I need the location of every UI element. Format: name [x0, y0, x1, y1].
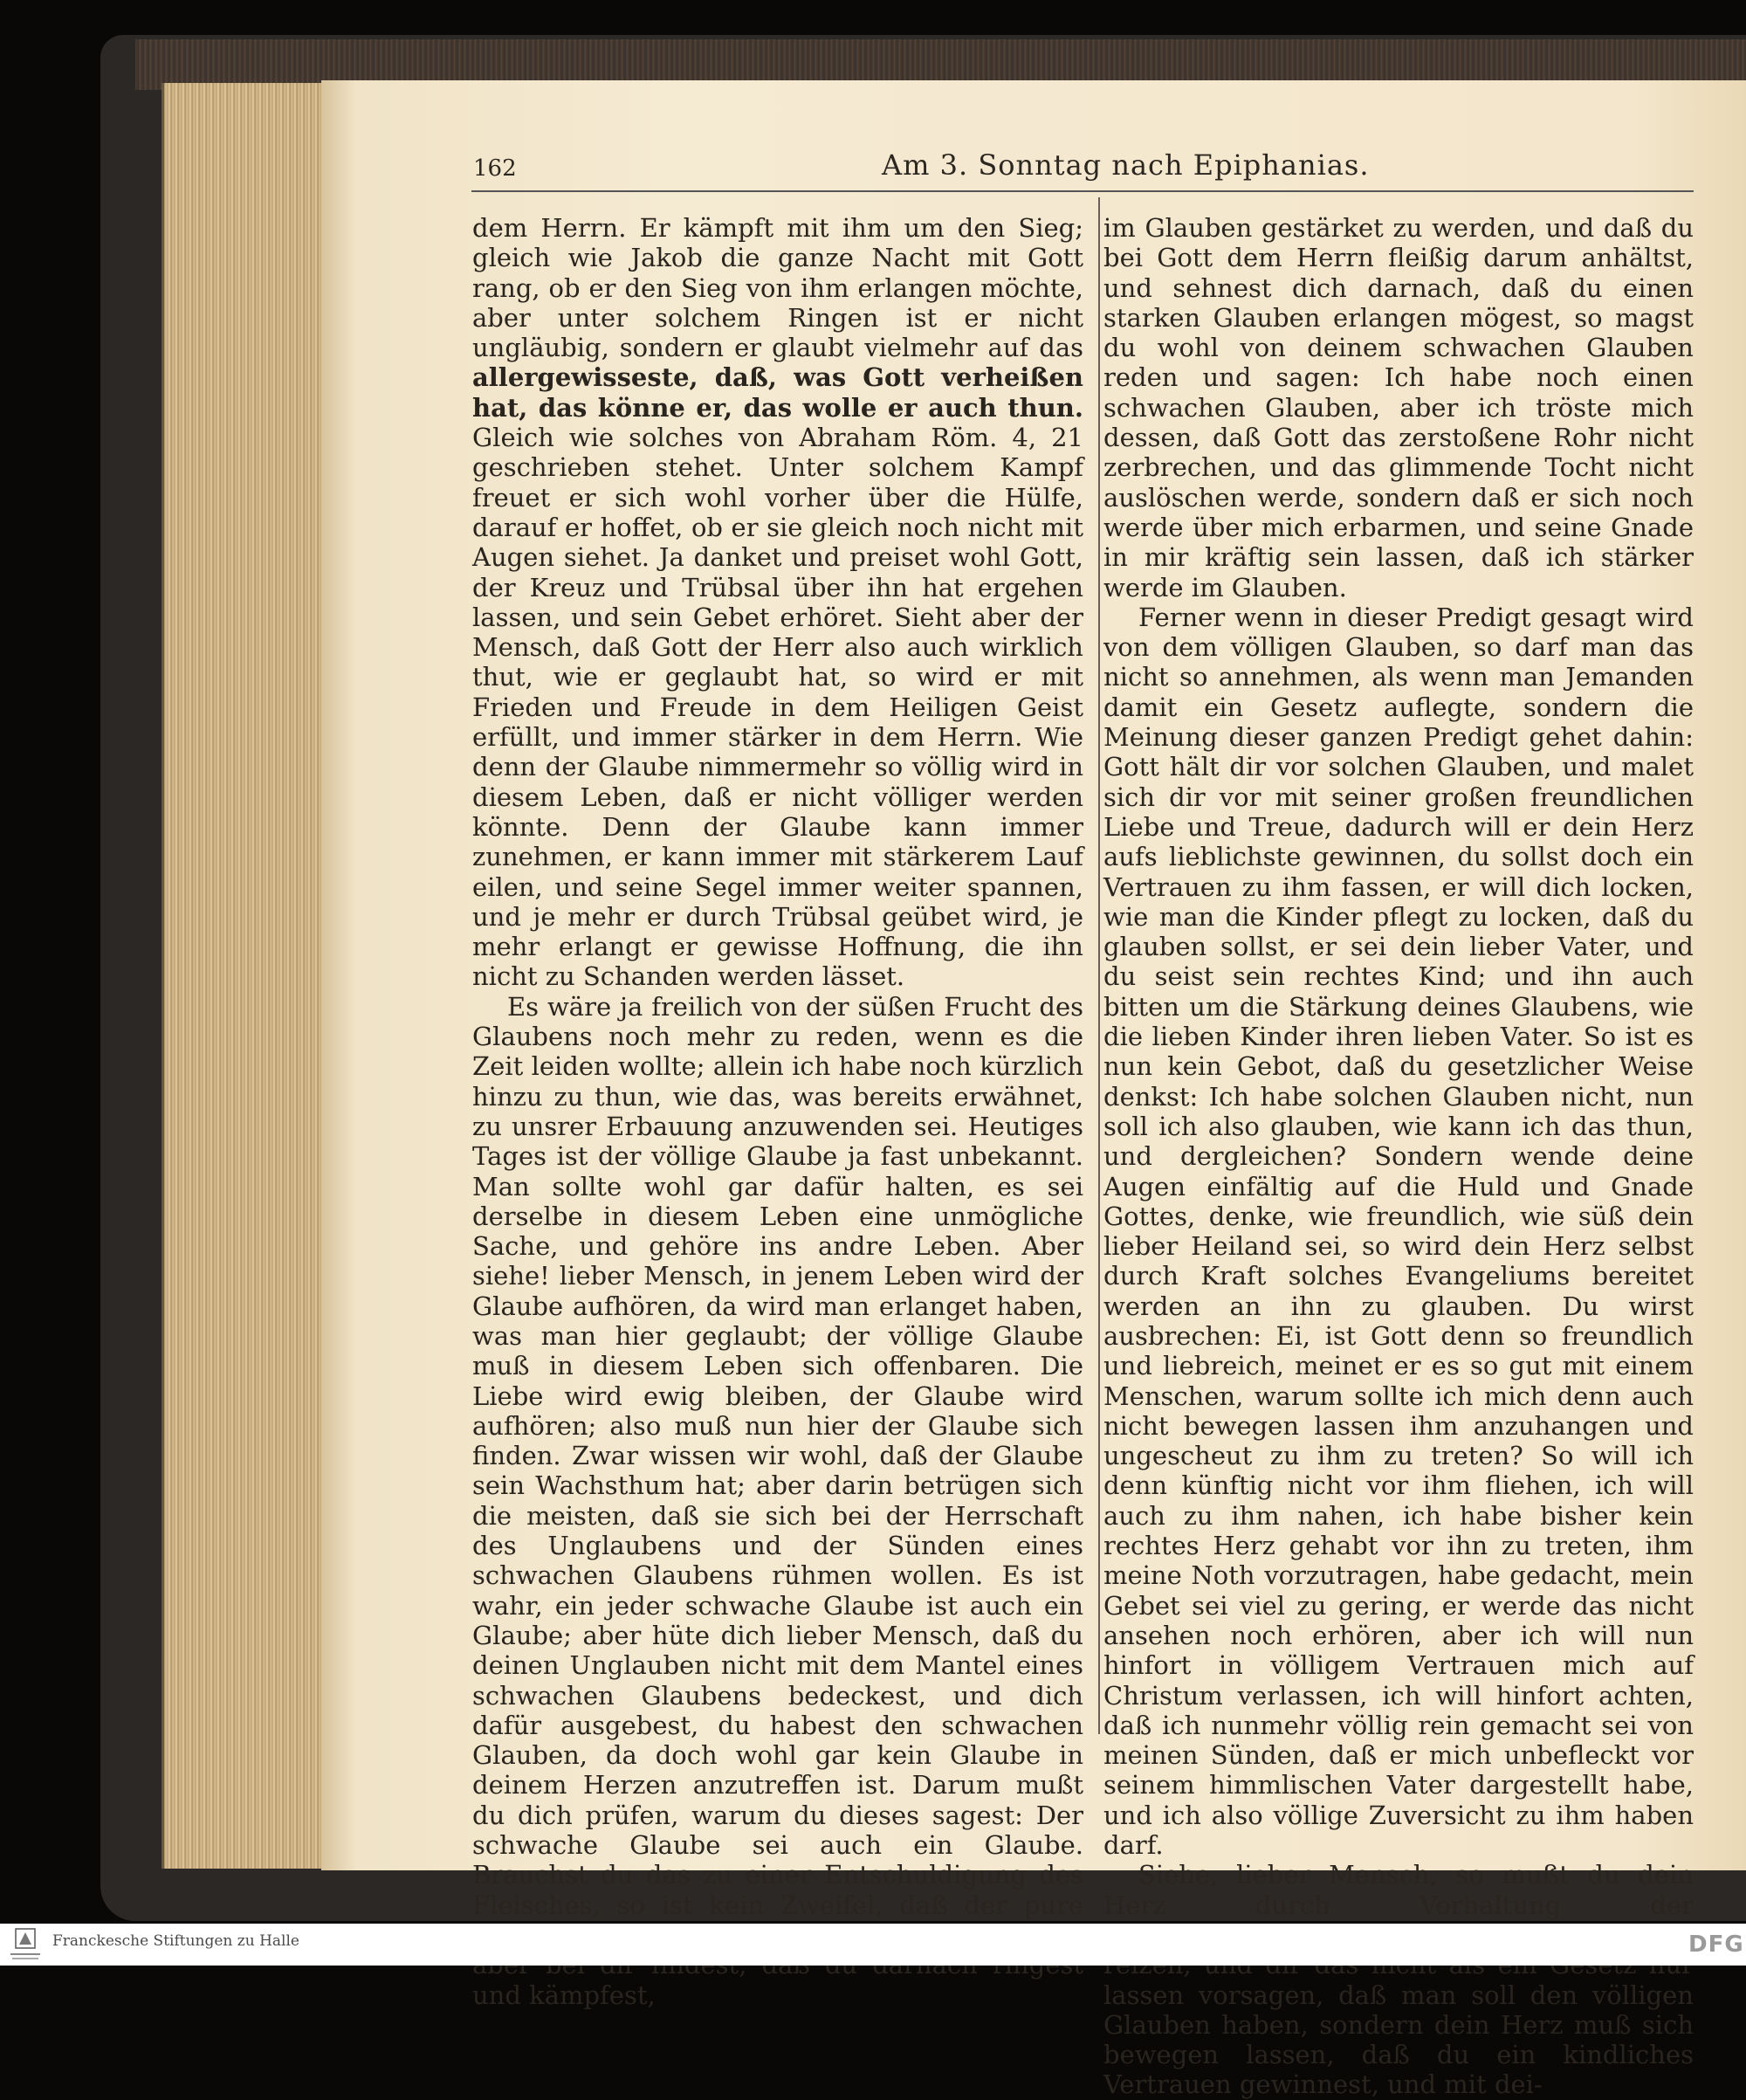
dfg-logo: DFG — [1688, 1931, 1744, 1958]
left-paragraph-1 — [472, 213, 1083, 992]
column-divider — [1098, 197, 1100, 1734]
left-paragraph-1-emphasis: allergewisseste, daß, was Gott verheißen hat, das könne er, das wolle er auch thun. — [472, 362, 1083, 423]
left-column — [472, 213, 1083, 2010]
right-paragraph-3: Siehe, lieber Mensch, so mußt du dein Herz durch Vorhaltung der lassen vorsagen, daß man soll den völligen Glauben haben, sondern dein Herz muß sich bewegen lassen, daß du ein kindliches Vertrauen gewinnest, und mit dei- — [1103, 1860, 1694, 2100]
page-edges — [162, 83, 326, 1869]
footer-institution-label: Franckesche Stiftungen zu Halle — [52, 1932, 299, 1950]
left-paragraph-1-text-a: dem Herrn. Er kämpft mit ihm um den Sieg; gleich wie Jakob die ganze Nacht mit Gott rang, ob er den Sieg von ihm erlangen möchte, aber unter solchem Ringen ist er nicht ungläubig, sondern er glaubt vielmehr auf das — [472, 213, 1083, 363]
header-rule — [471, 190, 1694, 192]
left-paragraph-1-text-b: Gleich wie solches von Abraham Röm. 4, 21 geschrieben stehet. Unter solchem Kampf freuet er sich wohl vorher über die Hülfe, darauf er hoffet, ob er sie gleich noch nicht mit Augen siehet. Ja danket und preiset wohl Gott, der Kreuz und Trübsal über ihn hat ergehen lassen, und sein Gebet erhöret. Sieht aber der Mensch, daß Gott der Herr also auch wirklich thut, wie er geglaubt hat, so wird er mit Frieden und Freude in dem Heiligen Geist erfüllt, und immer stärker in dem Herrn. Wie denn der Glaube nimmermehr so völlig wird in diesem Leben, daß er nicht völliger werden könnte. Denn der Glaube kann immer zunehmen, er kann immer mit stärkerem Lauf eilen, und seine Segel immer weiter spannen, und je mehr er durch Trübsal geübet wird, je mehr erlangt er gewisse Hoffnung, die ihn nicht zu Schanden werden lässet. — [472, 423, 1083, 992]
right-paragraph-1: im Glauben gestärket zu werden, und daß du bei Gott dem Herrn fleißig darum anhältst, und sehnest dich darnach, daß du einen starken Glauben erlangen mögest, so magst du wohl von deinem schwachen Glauben reden und sagen: Ich habe noch einen schwachen Glauben, aber ich tröste mich dessen, daß Gott das zerstoßene Rohr nicht zerbrechen, und das glimmende Tocht nicht auslöschen werde, sondern daß er sich noch werde über mich erbarmen, und seine Gnade in mir kräftig sein lassen, daß ich stärker werde im Glauben. — [1103, 213, 1694, 602]
left-paragraph-2: Es wäre ja freilich von der süßen Frucht des Glaubens noch mehr zu reden, wenn es die Zeit leiden wollte; allein ich habe noch kürzlich hinzu zu thun, wie das, was bereits erwähnet, zu unsrer Erbauung anzuwenden sei. Heutiges Tages ist der völlige Glaube ja fast unbekannt. Man sollte wohl gar dafür halten, es sei derselbe in diesem Leben eine unmögliche Sache, und gehöre ins andre Leben. Aber siehe! lieber Mensch, in jenem Leben wird der Glaube aufhören, da wird man erlanget haben, was man hier geglaubt; der völlige Glaube muß in diesem Leben sich offenbaren. Die Liebe wird ewig bleiben, der Glaube wird aufhören; also muß nun hier der Glaube sich finden. Zwar wissen wir wohl, daß der Glaube sein Wachsthum hat; aber darin betrügen sich die meisten, daß sie sich bei der Herrschaft des Unglaubens und der Sünden eines schwachen Glaubens rühmen wollen. Es ist wahr, ein jeder schwache Glaube ist auch ein Glaube; aber hüte dich lieber Mensch, daß du deinen Unglauben nicht mit dem Mantel eines schwachen Glaubens bedeckest, und dich dafür ausgebest, du habest den schwachen Glauben, da doch wohl gar kein Glaube in deinem Herzen anzutreffen ist. Darum mußt du dich prüfen, warum du dieses sagest: Der schwache Glaube sei auch ein Glaube. Brauchst du das zu einer Entschuldigung des Fleisches, so ist kein Zweifel, daß der pure und kämpfest, — [472, 991, 1083, 2010]
running-title: Am 3. Sonntag nach Epiphanias. — [882, 148, 1370, 182]
footer-bar — [0, 1924, 1746, 1966]
right-paragraph-2: Ferner wenn in dieser Predigt gesagt wird von dem völligen Glauben, so darf man das nicht so annehmen, als wenn man Jemanden damit ein Gesetz auflegte, sondern die Meinung dieser ganzen Predigt gehet dahin: Gott hält dir vor solchen Glauben, und malet sich dir vor mit seiner großen freundlichen Liebe und Treue, dadurch will er dein Herz aufs lieblichste gewinnen, du sollst doch ein Vertrauen zu ihm fassen, er will dich locken, wie man die Kinder pflegt zu locken, daß du glauben sollst, er sei dein lieber Vater, und du seist sein rechtes Kind; und ihn auch bitten um die Stärkung deines Glaubens, wie die lieben Kinder ihren lieben Vater. So ist es nun kein Gebot, daß du gesetzlicher Weise denkst: Ich habe solchen Glauben nicht, nun soll ich also glauben, wie kann ich das thun, und dergleichen? Sondern wende deine Augen einfältig auf die Huld und Gnade Gottes, denke, wie freundlich, wie süß dein lieber Heiland sei, so wird dein Herz selbst durch Kraft solches Evangeliums bereitet werden an ihn zu glauben. Du wirst ausbrechen: Ei, ist Gott denn so freundlich und liebreich, meinet er es so gut mit einem Menschen, warum sollte ich mich denn auch nicht bewegen lassen ihm anzuhangen und ungescheut zu ihm zu treten? So will ich denn künftig nicht vor ihm fliehen, ich will auch zu ihm nahen, ich habe bisher kein rechtes Herz gehabt vor ihn zu treten, ihm meine Noth vorzutragen, habe gedacht, mein Gebet sei viel zu gering, er werde das nicht ansehen noch erhören, aber ich will nun hinfort in völligem Vertrauen mich auf Christum verlassen, ich will hinfort achten, daß ich nunmehr völlig rein gemacht sei von meinen Sünden, daß er mich unbefleckt vor seinem himmlischen Vater dargestellt habe, und ich also völlige Zuversicht zu ihm haben darf. — [1103, 602, 1694, 1861]
right-column — [1103, 213, 1694, 2100]
institution-seal-icon — [7, 1927, 44, 1962]
page-number: 162 — [473, 155, 517, 182]
